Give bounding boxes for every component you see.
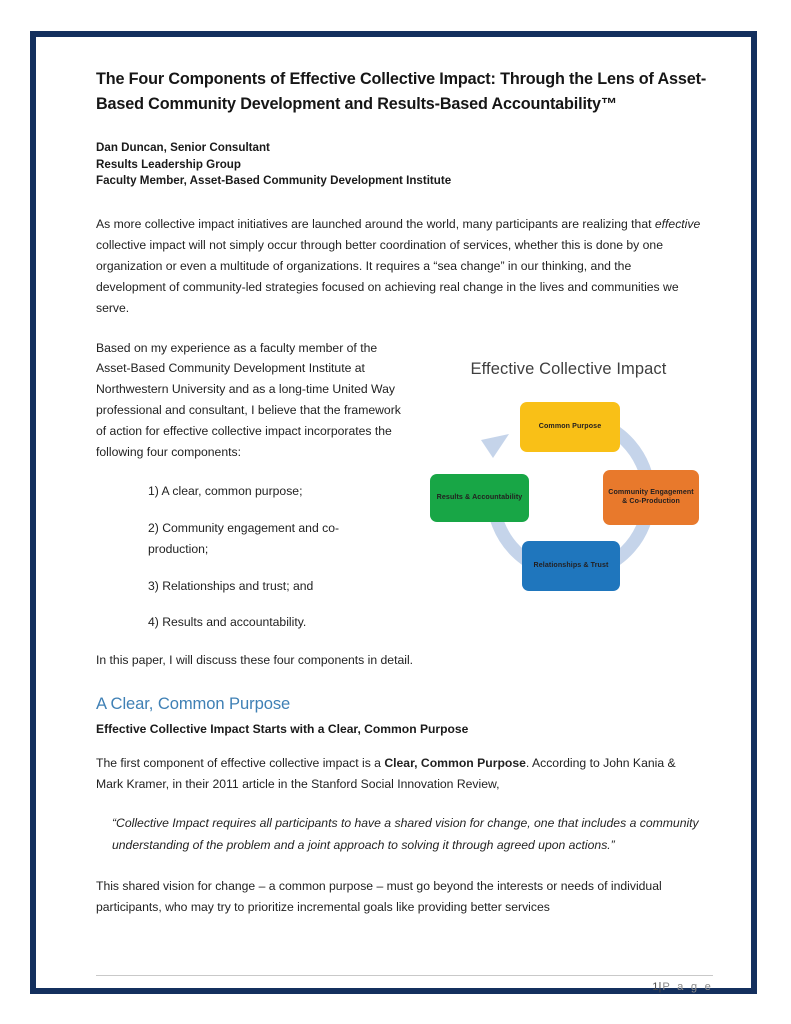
page-title: The Four Components of Effective Collective Impact: Through the Lens of Asset-Based Community Development and Results-Based Accountability™	[96, 70, 707, 114]
paragraph-first-component	[96, 753, 706, 795]
footer-page-word: P a g e	[662, 981, 713, 993]
figure-text-flow	[96, 338, 716, 672]
author-affiliation: Faculty Member, Asset-Based Community Development Institute	[96, 174, 452, 188]
figure-title: Effective Collective Impact	[470, 359, 667, 378]
paragraph-shared-vision: This shared vision for change – a common purpose – must go beyond the interests or needs of individual participants, who may try to prioritize incremental goals like providing better services	[96, 878, 662, 914]
first-component-text-after-bold: . According to John Kania & Mark Kramer, in their 2011 article in the Stanford Social Innovation Review,	[96, 756, 676, 792]
node-relationships-trust: Relationships & Trust	[522, 541, 620, 591]
author-block	[96, 140, 716, 189]
list-item: 3) Relationships and trust; and	[148, 578, 314, 593]
blockquote-kania-kramer: “Collective Impact requires all participants to have a shared vision for change, one that includes a community understanding of the problem and a joint approach to solving it through agreed upon actions.”	[112, 816, 699, 852]
footer-divider	[96, 975, 713, 976]
footer	[96, 981, 713, 993]
collective-impact-diagram	[421, 356, 716, 606]
first-component-bold-phrase: Clear, Common Purpose	[384, 756, 526, 771]
footer-page-number: 1	[652, 981, 659, 993]
intro-italic-emphasis: effective	[654, 216, 701, 231]
list-item: 4) Results and accountability.	[148, 615, 307, 630]
intro-text-before-italic: As more collective impact initiatives are launched around the world, many participants are realizing that	[96, 216, 655, 231]
figure-stage	[421, 388, 716, 606]
author-organization: Results Leadership Group	[96, 157, 241, 171]
list-item: 2) Community engagement and co-production;	[148, 521, 340, 556]
paragraph-based-on-experience: Based on my experience as a faculty member of the Asset-Based Community Development Institute at Northwestern University and as a long-time United Way professional and consultant, I believe that the framework of action for effective collective impact incorporates the following four components:	[96, 340, 401, 460]
section-heading-clear-common-purpose: A Clear, Common Purpose	[96, 694, 291, 714]
section-subheading: Effective Collective Impact Starts with a Clear, Common Purpose	[96, 722, 469, 737]
intro-text-after-italic: collective impact will not simply occur through better coordination of services, whether this is done by one organization or even a multitude of organizations. It requires a “sea change” in our thinking, and the development of community-led strategies focused on achieving real change in the lives and communities we serve.	[96, 237, 679, 315]
paragraph-in-this-paper: In this paper, I will discuss these four components in detail.	[96, 653, 414, 668]
page-border-frame	[30, 31, 757, 994]
figure-float-container	[421, 356, 716, 611]
first-component-text-before-bold: The first component of effective collective impact is a	[96, 756, 385, 771]
author-name-role: Dan Duncan, Senior Consultant	[96, 141, 270, 155]
footer-separator: |	[658, 981, 663, 993]
page-content-area	[96, 67, 716, 967]
paragraph-intro	[96, 214, 701, 319]
list-item: 1) A clear, common purpose;	[148, 484, 303, 499]
node-common-purpose: Common Purpose	[520, 402, 620, 452]
node-community-engagement: Community Engagement & Co-Production	[603, 470, 699, 525]
node-results-accountability: Results & Accountability	[430, 474, 529, 522]
